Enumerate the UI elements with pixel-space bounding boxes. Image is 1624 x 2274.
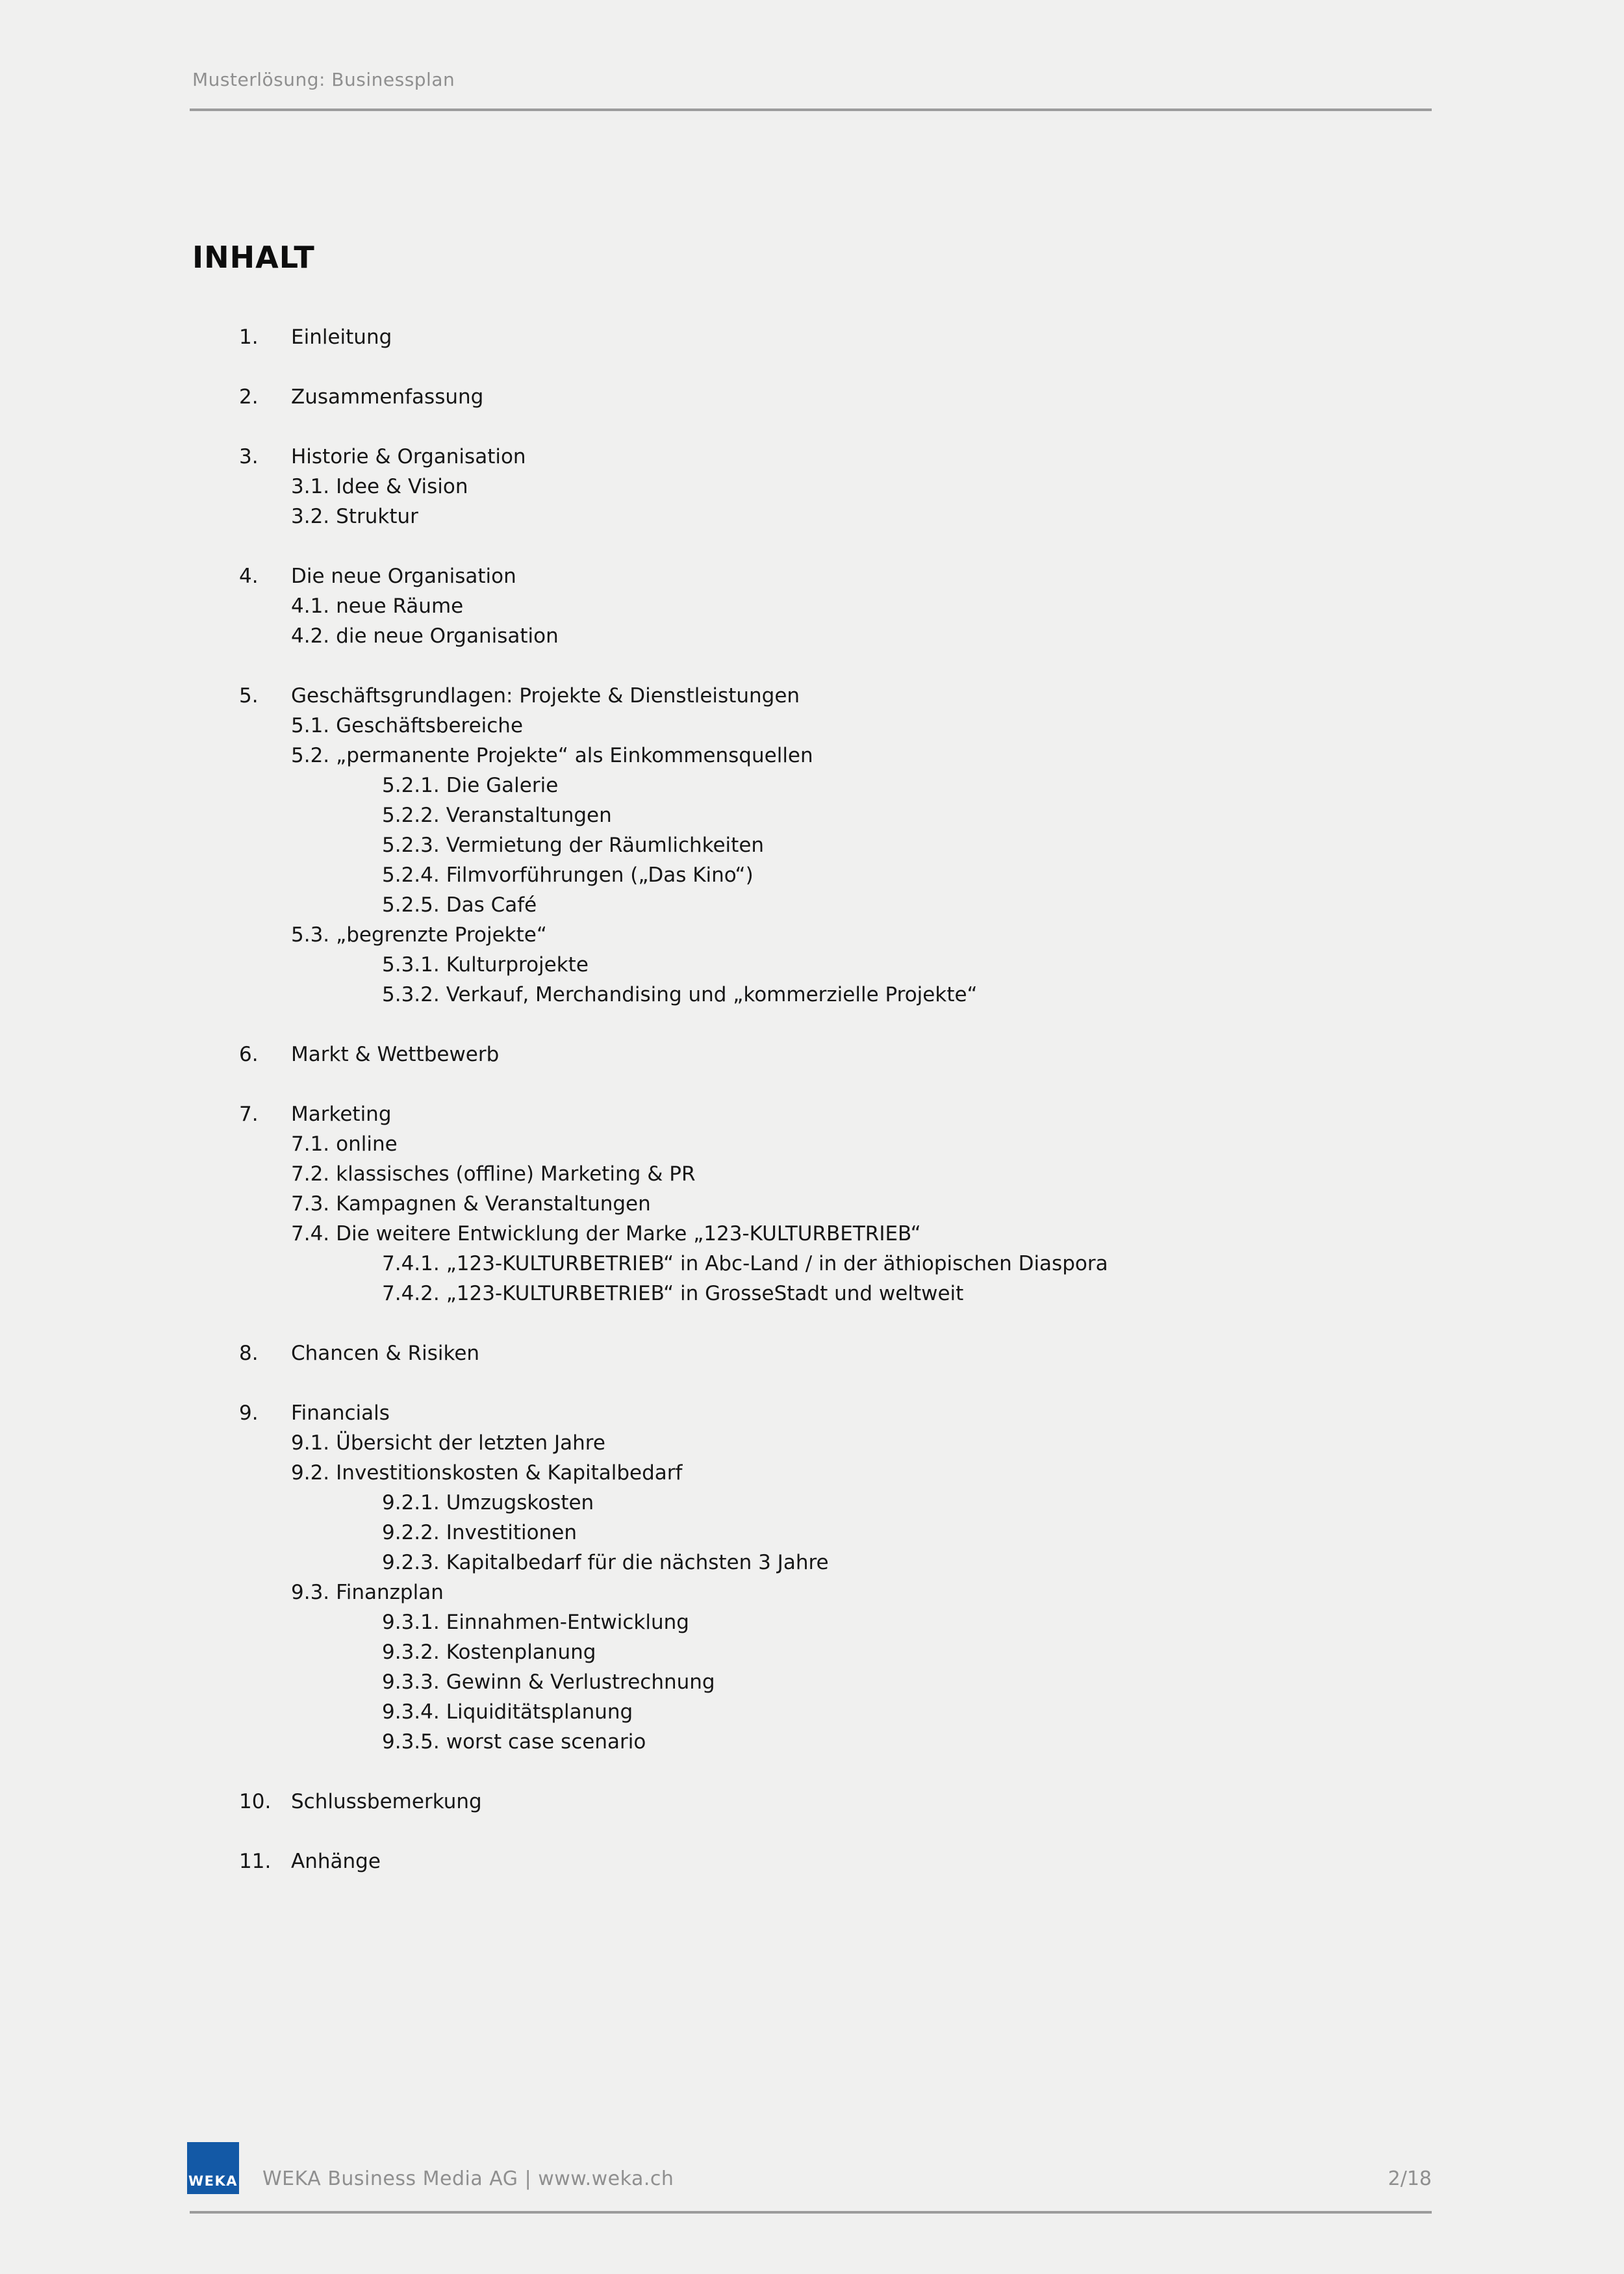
toc-item	[192, 711, 1459, 741]
toc-item-label: Schlussbemerkung	[291, 1790, 482, 1813]
document-footer	[187, 2142, 1432, 2194]
toc-item-number: 9.2.	[291, 1461, 330, 1485]
toc-item-label: Markt & Wettbewerb	[291, 1043, 500, 1066]
toc-item-number: 9.3.	[291, 1581, 330, 1604]
toc-item-number: 5.2.	[291, 744, 330, 767]
toc-item-number: 5.3.	[291, 923, 330, 947]
toc-item-number: 5.2.5.	[382, 893, 440, 917]
toc-item	[192, 1249, 1459, 1279]
toc-item	[192, 1040, 1459, 1069]
toc-item-number: 9.3.1.	[382, 1611, 440, 1634]
toc-item	[192, 382, 1459, 412]
toc-item-number: 7.2.	[291, 1162, 330, 1186]
toc-item	[192, 322, 1459, 352]
toc-item-label: Vermietung der Räumlichkeiten	[446, 834, 765, 857]
toc-item-label: Kostenplanung	[446, 1641, 596, 1664]
toc-item	[192, 830, 1459, 860]
toc-item-label: Veranstaltungen	[446, 804, 612, 827]
toc-item	[192, 1458, 1459, 1488]
toc-item	[192, 621, 1459, 651]
toc-item-label: die neue Organisation	[336, 624, 559, 648]
toc-item-label: Kulturprojekte	[446, 953, 589, 977]
toc-item	[192, 472, 1459, 502]
toc-item-label: Financials	[291, 1401, 390, 1425]
toc-item-number: 5.3.2.	[382, 983, 440, 1006]
toc-item-number: 11.	[239, 1850, 272, 1873]
toc-item-number: 5.2.2.	[382, 804, 440, 827]
toc-item-label: Anhänge	[291, 1850, 381, 1873]
toc-item-number: 9.3.3.	[382, 1670, 440, 1694]
toc-item	[192, 1846, 1459, 1876]
toc-item	[192, 1338, 1459, 1368]
toc-item	[192, 1129, 1459, 1159]
toc-item	[192, 1518, 1459, 1548]
toc-item	[192, 1189, 1459, 1219]
toc-item	[192, 1667, 1459, 1697]
toc-item-label: Die weitere Entwicklung der Marke „123-KULTURBETRIEB“	[336, 1222, 921, 1246]
toc-item-number: 5.2.3.	[382, 834, 440, 857]
toc-item-number: 9.3.5.	[382, 1730, 440, 1754]
toc-item-label: Finanzplan	[336, 1581, 444, 1604]
toc-item	[192, 950, 1459, 980]
toc-item-number: 9.3.4.	[382, 1700, 440, 1724]
toc-item-label: „begrenzte Projekte“	[336, 923, 547, 947]
toc-item	[192, 860, 1459, 890]
toc-item	[192, 980, 1459, 1010]
toc-item-number: 7.3.	[291, 1192, 330, 1216]
toc-item-label: Einleitung	[291, 326, 392, 349]
running-header-title: Musterlösung: Businessplan	[192, 69, 455, 90]
toc-item-label: Umzugskosten	[446, 1491, 594, 1514]
toc-item-label: worst case scenario	[446, 1730, 646, 1754]
toc-item-label: Zusammenfassung	[291, 385, 484, 409]
toc-item-label: Die Galerie	[446, 774, 559, 797]
toc-item-label: neue Räume	[336, 594, 464, 618]
toc-item-label: Marketing	[291, 1103, 392, 1126]
toc-item-number: 5.2.4.	[382, 863, 440, 887]
toc-item	[192, 920, 1459, 950]
toc-item	[192, 1099, 1459, 1129]
toc-item	[192, 442, 1459, 472]
toc-item-label: „123-KULTURBETRIEB“ in GrosseStadt und weltweit	[446, 1282, 964, 1305]
toc-item-number: 4.1.	[291, 594, 330, 618]
toc-item-label: Gewinn & Verlustrechnung	[446, 1670, 715, 1694]
toc-item-number: 5.	[239, 684, 259, 708]
toc-item	[192, 741, 1459, 771]
toc-item	[192, 1727, 1459, 1757]
toc-item-number: 7.4.2.	[382, 1282, 440, 1305]
toc-item-label: Filmvorführungen („Das Kino“)	[446, 863, 754, 887]
document-header	[192, 69, 1432, 91]
toc-item-number: 2.	[239, 385, 259, 409]
toc-list	[192, 322, 1459, 1876]
toc-item-number: 7.1.	[291, 1132, 330, 1156]
toc-item-number: 6.	[239, 1043, 259, 1066]
toc-item-label: Verkauf, Merchandising und „kommerzielle Projekte“	[446, 983, 978, 1006]
toc-item-label: „123-KULTURBETRIEB“ in Abc-Land / in der äthiopischen Diaspora	[446, 1252, 1108, 1275]
header-divider	[190, 109, 1432, 111]
toc-item-number: 3.2.	[291, 505, 330, 528]
toc-item-number: 5.2.1.	[382, 774, 440, 797]
toc-item	[192, 1159, 1459, 1189]
toc-item	[192, 1637, 1459, 1667]
toc-item-number: 1.	[239, 326, 259, 349]
toc-item	[192, 1219, 1459, 1249]
toc-item	[192, 681, 1459, 711]
toc-item-number: 10.	[239, 1790, 272, 1813]
toc-item	[192, 1607, 1459, 1637]
toc-item	[192, 1488, 1459, 1518]
toc-item	[192, 591, 1459, 621]
page-title: INHALT	[192, 240, 315, 275]
toc-item-number: 3.1.	[291, 475, 330, 498]
weka-logo-text: WEKA	[188, 2173, 238, 2189]
toc-item	[192, 890, 1459, 920]
toc-item-number: 8.	[239, 1342, 259, 1365]
toc-item-number: 7.	[239, 1103, 259, 1126]
toc-item-number: 9.2.1.	[382, 1491, 440, 1514]
toc-item-label: Investitionskosten & Kapitalbedarf	[336, 1461, 683, 1485]
toc-item	[192, 561, 1459, 591]
toc-item	[192, 1697, 1459, 1727]
toc-item-number: 7.4.1.	[382, 1252, 440, 1275]
toc-item-label: Geschäftsgrundlagen: Projekte & Dienstleistungen	[291, 684, 800, 708]
toc-item-number: 4.	[239, 565, 259, 588]
toc-item-number: 7.4.	[291, 1222, 330, 1246]
toc-item-label: Geschäftsbereiche	[336, 714, 524, 737]
toc-item-number: 5.3.1.	[382, 953, 440, 977]
toc-item-label: Idee & Vision	[336, 475, 468, 498]
toc-item	[192, 1787, 1459, 1817]
toc-item-number: 9.1.	[291, 1431, 330, 1455]
toc-item	[192, 1428, 1459, 1458]
toc-item-label: Kapitalbedarf für die nächsten 3 Jahre	[446, 1551, 829, 1574]
toc-item-label: Kampagnen & Veranstaltungen	[336, 1192, 651, 1216]
toc-item	[192, 771, 1459, 800]
toc-item-label: Übersicht der letzten Jahre	[336, 1431, 605, 1455]
toc-item-label: klassisches (offline) Marketing & PR	[336, 1162, 696, 1186]
toc-item-label: Chancen & Risiken	[291, 1342, 480, 1365]
toc-item-number: 9.3.2.	[382, 1641, 440, 1664]
toc-item	[192, 1578, 1459, 1607]
toc-item-number: 9.2.3.	[382, 1551, 440, 1574]
toc-item-label: Struktur	[336, 505, 418, 528]
toc-item-label: Einnahmen-Entwicklung	[446, 1611, 689, 1634]
toc-item-label: Das Café	[446, 893, 537, 917]
toc-item-label: Investitionen	[446, 1521, 577, 1544]
toc-item	[192, 1398, 1459, 1428]
toc-item-number: 3.	[239, 445, 259, 468]
toc-item-label: Liquiditätsplanung	[446, 1700, 633, 1724]
toc-item	[192, 502, 1459, 531]
toc-item-number: 9.2.2.	[382, 1521, 440, 1544]
toc-item	[192, 1279, 1459, 1309]
toc-item-number: 5.1.	[291, 714, 330, 737]
footer-divider	[190, 2211, 1432, 2214]
toc-item-label: Die neue Organisation	[291, 565, 516, 588]
footer-company-text: WEKA Business Media AG | www.weka.ch	[262, 2167, 674, 2190]
toc-item	[192, 1548, 1459, 1578]
toc-item-number: 9.	[239, 1401, 259, 1425]
weka-logo	[187, 2142, 239, 2194]
toc-item-number: 4.2.	[291, 624, 330, 648]
toc-item	[192, 800, 1459, 830]
footer-page-indicator: 2/18	[1388, 2167, 1432, 2190]
toc-item-label: „permanente Projekte“ als Einkommensquellen	[336, 744, 813, 767]
toc-item-label: Historie & Organisation	[291, 445, 526, 468]
toc-item-label: online	[336, 1132, 398, 1156]
